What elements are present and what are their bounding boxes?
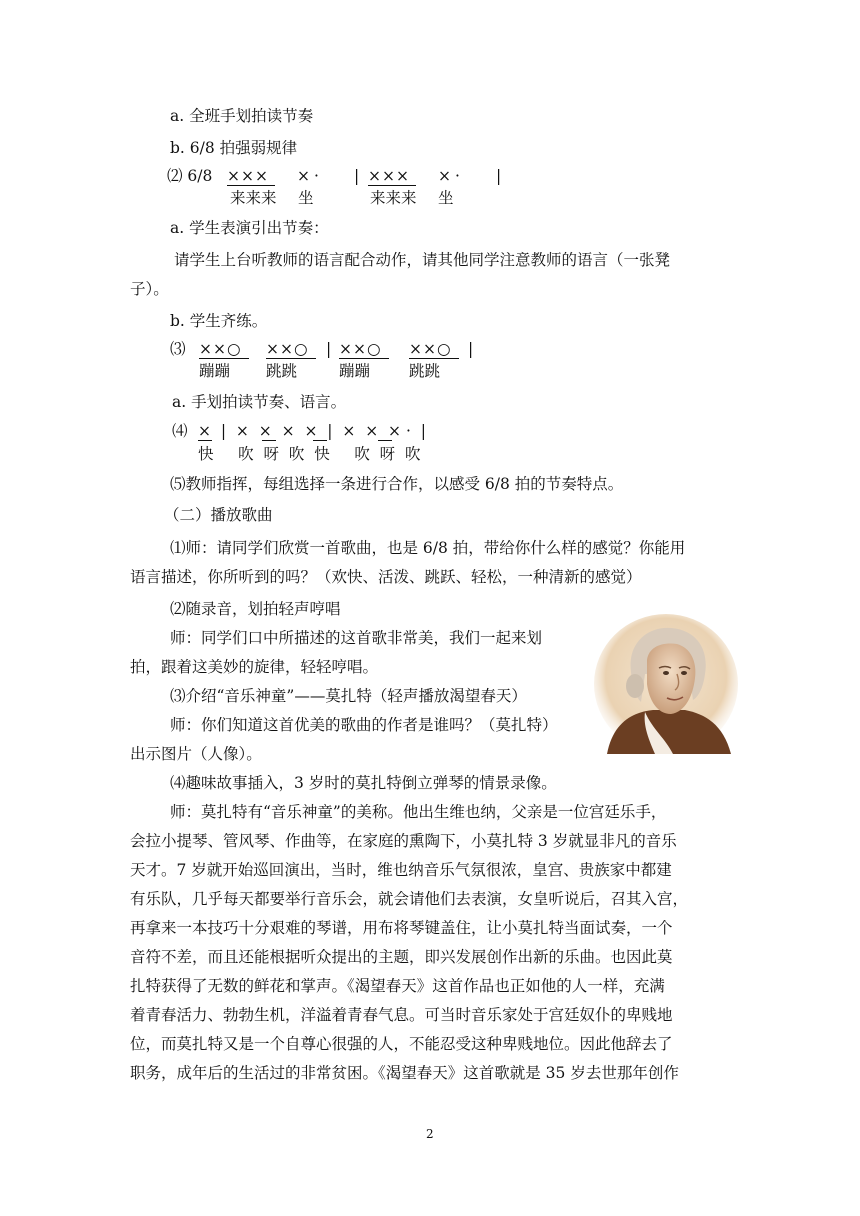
beam-line — [368, 185, 416, 186]
text-line: 出示图片（人像）。 — [130, 745, 262, 763]
text-line: 请学生上台听教师的语言配合动作，请其他同学注意教师的语言（一张凳 — [174, 251, 671, 269]
text-line: 语言描述，你所听到的吗？（欢快、活泼、跳跃、轻松，一种清新的感觉） — [130, 568, 642, 586]
text-line: b. 学生齐练。 — [170, 312, 268, 330]
beam-line — [227, 185, 275, 186]
rhythm-lyric: 快 吹 呀 吹 快 吹 呀 吹 — [198, 445, 421, 463]
text-line: ⑷趣味故事插入，3 岁时的莫扎特倒立弹琴的情景录像。 — [170, 774, 557, 792]
rhythm-lyric: 来来来 — [370, 189, 417, 207]
rhythm-beat: ×· — [297, 167, 323, 185]
text-line: 师：莫扎特有“音乐神童”的美称。他出生维也纳，父亲是一位宫廷乐手， — [170, 803, 667, 821]
text-line: 位，而莫扎特又是一个自尊心很强的人，不能忍受这种卑贱地位。因此他辞去了 — [130, 1035, 673, 1053]
mozart-portrait-image — [593, 612, 739, 754]
text-line: 拍，跟着这美妙的旋律，轻轻哼唱。 — [130, 658, 379, 676]
rhythm-lyric: 坐 — [298, 189, 314, 207]
rhythm-lyric: 蹦蹦 — [339, 362, 371, 380]
beam-line — [409, 358, 459, 359]
rhythm-label: ⑶ — [170, 340, 186, 358]
text-line: 再拿来一本技巧十分艰难的琴谱，用布将琴键盖住，让小莫扎特当面试奏，一个 — [130, 919, 673, 937]
text-line: ⑵随录音，划拍轻声哼唱 — [170, 600, 341, 618]
rhythm-beat: ××○ — [266, 340, 309, 358]
rhythm-lyric: 跳跳 — [409, 362, 441, 380]
rhythm-beat: ××× — [368, 167, 410, 185]
text-line: 会拉小提琴、管风琴、作曲等，在家庭的熏陶下，小莫扎特 3 岁就显非凡的音乐 — [130, 832, 677, 850]
beam-line — [266, 358, 316, 359]
text-line: ⑶介绍“音乐神童”——莫扎特（轻声播放渴望春天） — [170, 687, 527, 705]
rhythm-beat: × | × × × × | × × × · | — [198, 422, 426, 440]
rhythm-beat: ××○ — [199, 340, 242, 358]
beam-line — [262, 440, 276, 441]
rhythm-label: ⑵ 6/8 — [167, 167, 213, 185]
rhythm-lyric: 来来来 — [230, 189, 277, 207]
text-line: a. 学生表演引出节奏： — [170, 219, 329, 237]
bar-line: | — [326, 340, 332, 358]
beam-line — [339, 358, 389, 359]
beam-line — [199, 358, 249, 359]
bar-line: | — [468, 340, 474, 358]
page-number: 2 — [426, 1127, 434, 1141]
beam-line — [313, 440, 327, 441]
text-line: 师：你们知道这首优美的歌曲的作者是谁吗？（莫扎特） — [170, 716, 558, 734]
bar-line: | — [496, 167, 502, 185]
text-line: 着青春活力、勃勃生机，洋溢着青春气息。可当时音乐家处于宫廷奴仆的卑贱地 — [130, 1006, 673, 1024]
text-line: 子）。 — [130, 280, 169, 298]
beam-line — [378, 440, 392, 441]
text-line: 音符不差，而且还能根据听众提出的主题，即兴发展创作出新的乐曲。也因此莫 — [130, 948, 673, 966]
beam-line — [198, 440, 212, 441]
text-line: 职务，成年后的生活过的非常贫困。《渴望春天》这首歌就是 35 岁去世那年创作 — [130, 1064, 679, 1082]
rhythm-lyric: 蹦蹦 — [199, 362, 231, 380]
rhythm-beat: ××○ — [409, 340, 452, 358]
rhythm-lyric: 坐 — [438, 189, 454, 207]
rhythm-lyric: 跳跳 — [266, 362, 298, 380]
text-line: 扎特获得了无数的鲜花和掌声。《渴望春天》这首作品也正如他的人一样，充满 — [130, 977, 665, 995]
text-line: a. 全班手划拍读节奏 — [170, 107, 314, 125]
rhythm-beat: ×· — [438, 167, 464, 185]
text-line: ⑴师：请同学们欣赏一首歌曲，也是 6/8 拍，带给你什么样的感觉？你能用 — [170, 539, 686, 557]
rhythm-label: ⑷ — [172, 422, 188, 440]
rhythm-beat: ××○ — [339, 340, 382, 358]
bar-line: | — [354, 167, 360, 185]
rhythm-beat: ××× — [227, 167, 269, 185]
section-heading: （二）播放歌曲 — [164, 506, 273, 524]
text-line: a. 手划拍读节奏、语言。 — [172, 393, 347, 411]
text-line: 天才。7 岁就开始巡回演出，当时，维也纳音乐气氛很浓，皇宫、贵族家中都建 — [130, 861, 672, 879]
text-line: b. 6/8 拍强弱规律 — [170, 139, 298, 157]
text-line: 有乐队，几乎每天都要举行音乐会，就会请他们去表演，女皇听说后，召其入宫， — [130, 890, 689, 908]
text-line: ⑸教师指挥，每组选择一条进行合作，以感受 6/8 拍的节奏特点。 — [170, 475, 624, 493]
text-line: 师：同学们口中所描述的这首歌非常美，我们一起来划 — [170, 629, 543, 647]
